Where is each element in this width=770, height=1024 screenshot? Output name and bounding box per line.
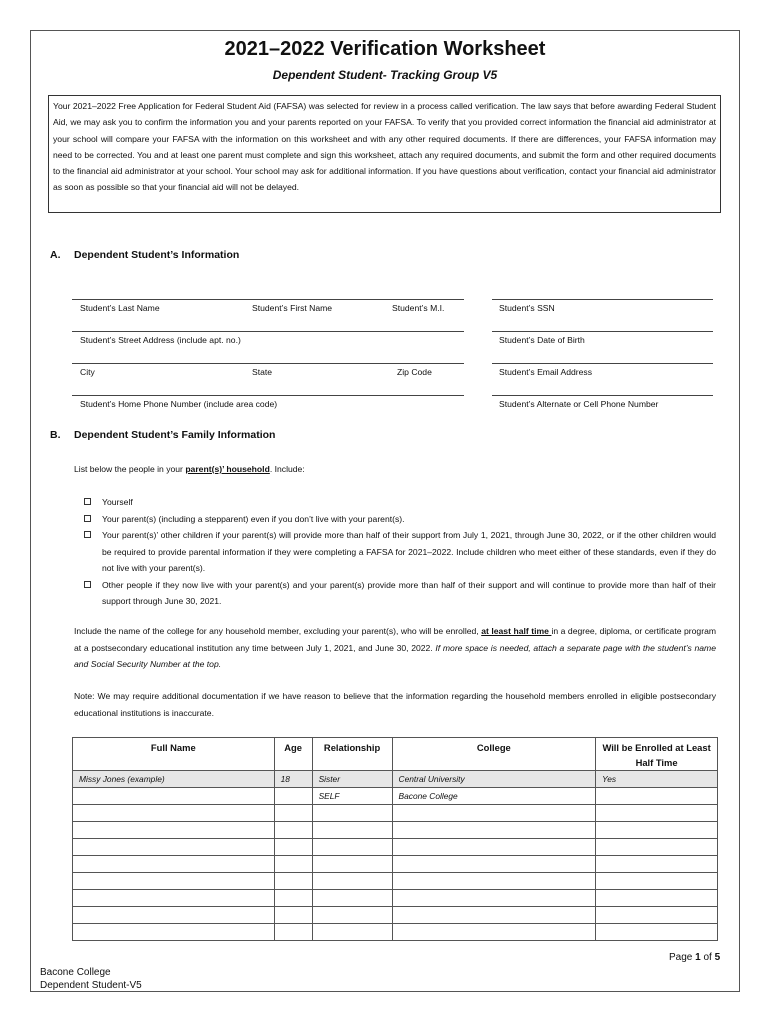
list-item: Your parent(s) (including a stepparent) even if you don’t live with your parent(s). — [84, 511, 716, 528]
table-cell[interactable] — [73, 873, 275, 890]
home-phone-line[interactable] — [72, 395, 464, 396]
checkbox-icon — [84, 581, 91, 588]
table-cell[interactable] — [392, 873, 596, 890]
section-b-title: Dependent Student’s Family Information — [74, 429, 276, 441]
table-cell[interactable]: Sister — [312, 771, 392, 788]
list-item: Your parent(s)’ other children if your parent(s) will provide more than half of their support from July 1, 2021, through June 30, 2022, or if the other children would be required to provide parental information if they were completing a FAFSA for 2021–2022. Include children who meet either of these standards, even if they do not live with your parent(s). — [84, 527, 716, 577]
table-cell[interactable] — [274, 805, 312, 822]
zip-label: Zip Code — [397, 367, 432, 377]
table-cell[interactable] — [312, 873, 392, 890]
dob-line[interactable] — [492, 331, 713, 332]
email-line[interactable] — [492, 363, 713, 364]
table-cell[interactable] — [274, 822, 312, 839]
note-text: Note: We may require additional documentation if we have reason to believe that the information regarding the household members enrolled in eligible postsecondary educational institutions is inaccurate. — [74, 691, 716, 718]
include-list — [84, 494, 716, 610]
dob-label: Student’s Date of Birth — [499, 335, 585, 345]
table-cell[interactable] — [596, 788, 718, 805]
intro-box: Your 2021–2022 Free Application for Federal Student Aid (FAFSA) was selected for review in a process called verification. The law says that before awarding Federal Student Aid, we may ask you to confirm the information you and your parents reported on your FAFSA. To verify that you provided correct information the financial aid administrator at your school will compare your FAFSA with the information on this worksheet and with any other required documents. If there are differences, your FAFSA information may need to be corrected. You and at least one parent must complete and sign this worksheet, attach any required documents, and submit the form and other required documents to the financial aid administrator at your school. Your school may ask for additional information. If you have questions about verification, contact your financial aid administrator as soon as possible so that your financial aid will not be delayed. — [48, 95, 721, 213]
section-b-heading — [50, 429, 275, 441]
table-cell[interactable] — [312, 856, 392, 873]
checkbox-icon — [84, 531, 91, 538]
table-cell[interactable] — [392, 856, 596, 873]
table-cell[interactable] — [392, 822, 596, 839]
table-row — [73, 822, 718, 839]
table-cell[interactable] — [73, 805, 275, 822]
street-line[interactable] — [72, 331, 464, 332]
city-label: City — [80, 367, 95, 377]
table-cell[interactable] — [596, 856, 718, 873]
footer — [40, 966, 142, 992]
street-label: Student’s Street Address (include apt. no.) — [80, 335, 241, 345]
table-cell[interactable] — [312, 805, 392, 822]
table-cell[interactable]: Bacone College — [392, 788, 596, 805]
table-cell[interactable] — [274, 907, 312, 924]
col-half-time: Will be Enrolled at Least Half Time — [596, 738, 718, 771]
name-line[interactable] — [72, 299, 464, 300]
section-b-letter: B. — [50, 429, 61, 441]
footer-form-id: Dependent Student-V5 — [40, 980, 142, 991]
college-instructions: Include the name of the college for any household member, excluding your parent(s), who will be enrolled, at least half time in a degree, diploma, or certificate program at a postsecondary educational institution any time between July 1, 2021, and June 30, 2022. If more space is needed, attach a separate page with the student’s name and Social Security Number at the top. — [74, 626, 717, 669]
table-cell[interactable] — [274, 856, 312, 873]
ssn-label: Student’s SSN — [499, 303, 555, 313]
page-subtitle: Dependent Student- Tracking Group V5 — [272, 68, 498, 82]
section-a-letter: A. — [50, 249, 61, 261]
section-a-title: Dependent Student’s Information — [74, 249, 240, 261]
last-name-label: Student’s Last Name — [80, 303, 160, 313]
table-cell[interactable]: 18 — [274, 771, 312, 788]
table-cell[interactable] — [596, 890, 718, 907]
email-label: Student’s Email Address — [499, 367, 592, 377]
table-cell[interactable] — [596, 924, 718, 941]
table-row — [73, 856, 718, 873]
table-row — [73, 907, 718, 924]
household-table — [72, 737, 718, 941]
ssn-line[interactable] — [492, 299, 713, 300]
table-row — [73, 788, 718, 805]
list-intro: List below the people in your parent(s)’ household. Include: — [74, 464, 305, 474]
table-cell[interactable] — [312, 907, 392, 924]
table-cell[interactable] — [73, 788, 275, 805]
table-cell[interactable] — [596, 822, 718, 839]
table-cell[interactable]: Yes — [596, 771, 718, 788]
page-title: 2021–2022 Verification Worksheet — [224, 38, 546, 60]
table-cell[interactable] — [274, 924, 312, 941]
table-cell[interactable]: Missy Jones (example) — [73, 771, 275, 788]
table-cell[interactable] — [392, 839, 596, 856]
city-line[interactable] — [72, 363, 464, 364]
table-cell[interactable] — [392, 890, 596, 907]
table-header-row — [73, 738, 718, 771]
table-cell[interactable] — [73, 890, 275, 907]
table-cell[interactable] — [312, 890, 392, 907]
table-cell[interactable] — [312, 839, 392, 856]
table-cell[interactable] — [274, 788, 312, 805]
table-cell[interactable] — [73, 839, 275, 856]
table-cell[interactable] — [312, 924, 392, 941]
table-row — [73, 890, 718, 907]
table-cell[interactable]: Central University — [392, 771, 596, 788]
table-cell[interactable] — [312, 822, 392, 839]
first-name-label: Student’s First Name — [252, 303, 333, 313]
alt-phone-line[interactable] — [492, 395, 713, 396]
table-row — [73, 873, 718, 890]
col-full-name: Full Name — [73, 738, 275, 771]
table-row — [73, 839, 718, 856]
table-cell[interactable] — [392, 924, 596, 941]
table-cell[interactable] — [274, 890, 312, 907]
col-age: Age — [274, 738, 312, 771]
section-a-heading — [50, 249, 239, 261]
table-cell[interactable] — [596, 873, 718, 890]
footer-school: Bacone College — [40, 967, 111, 978]
col-relationship: Relationship — [312, 738, 392, 771]
table-cell[interactable] — [73, 907, 275, 924]
table-cell[interactable] — [596, 805, 718, 822]
table-cell[interactable] — [73, 924, 275, 941]
state-label: State — [252, 367, 273, 377]
table-cell[interactable] — [274, 839, 312, 856]
mi-label: Student’s M.I. — [392, 303, 445, 313]
table-cell[interactable] — [73, 822, 275, 839]
col-college: College — [392, 738, 596, 771]
table-cell[interactable] — [274, 873, 312, 890]
table-cell[interactable] — [392, 907, 596, 924]
table-row — [73, 924, 718, 941]
table-row — [73, 805, 718, 822]
table-cell[interactable] — [392, 805, 596, 822]
table-row — [73, 771, 718, 788]
list-item: Yourself — [84, 494, 716, 511]
checkbox-icon — [84, 498, 91, 505]
table-cell[interactable] — [596, 839, 718, 856]
checkbox-icon — [84, 515, 91, 522]
list-item: Other people if they now live with your parent(s) and your parent(s) provide more than half of their support and will continue to provide more than half of their support through June 30, 2021. — [84, 577, 716, 610]
table-cell[interactable] — [73, 856, 275, 873]
table-cell[interactable]: SELF — [312, 788, 392, 805]
table-cell[interactable] — [596, 907, 718, 924]
alt-phone-label: Student’s Alternate or Cell Phone Number — [499, 399, 659, 409]
page-number: Page 1 of 5 — [669, 952, 721, 963]
home-phone-label: Student’s Home Phone Number (include area code) — [80, 399, 278, 409]
